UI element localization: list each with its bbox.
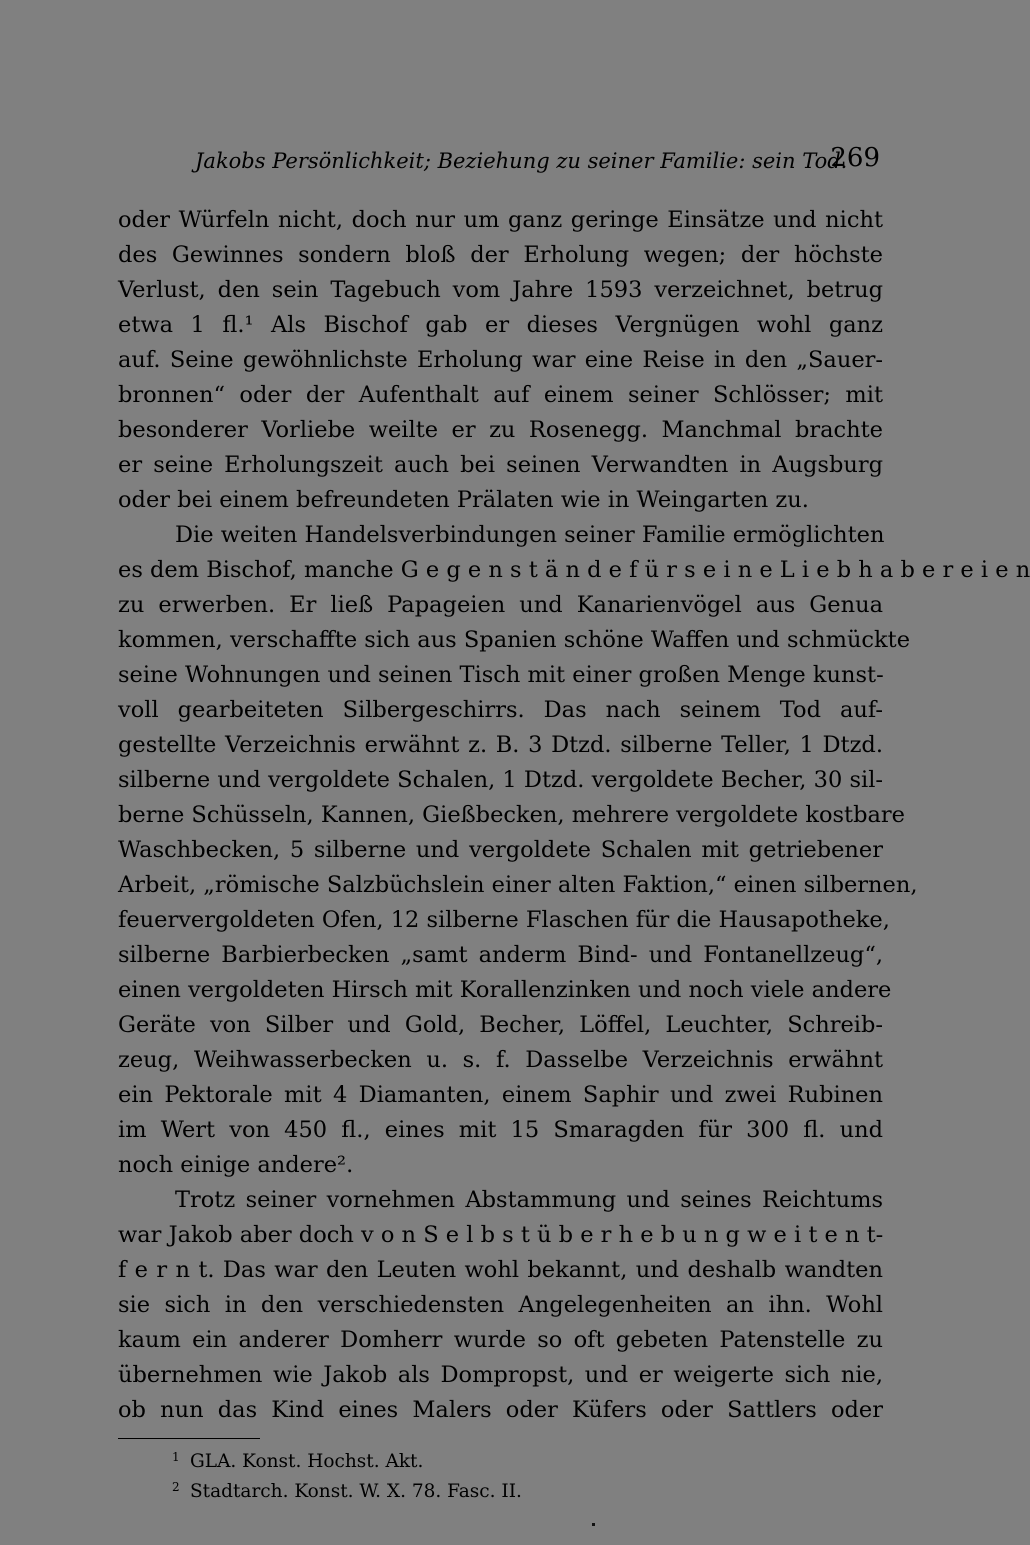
footnotes: [172, 1442, 772, 1502]
text-line: Arbeit, „römische Salzbüchslein einer alten Faktion,“ einen silbernen,: [118, 872, 918, 898]
text-line: Verlust, den sein Tagebuch vom Jahre 1593 verzeichnet, betrug: [118, 277, 883, 303]
text-line: des Gewinnes sondern bloß der Erholung wegen; der höchste: [118, 242, 883, 268]
running-title: Jakobs Persönlichkeit; Beziehung zu seiner Familie: sein Tod.: [195, 149, 848, 173]
text-line: noch einige andere².: [118, 1152, 354, 1178]
text-line: war Jakob aber doch v o n S e l b s t ü b e r h e b u n g w e i t e n t-: [118, 1222, 884, 1248]
text-line: sie sich in den verschiedensten Angelegenheiten an ihn. Wohl: [118, 1292, 883, 1318]
text-line: übernehmen wie Jakob als Dompropst, und er weigerte sich nie,: [118, 1362, 883, 1388]
text-line: Die weiten Handelsverbindungen seiner Familie ermöglichten: [175, 522, 885, 548]
running-head: [195, 143, 880, 177]
print-speck: [592, 1523, 595, 1526]
text-line: Waschbecken, 5 silberne und vergoldete Schalen mit getriebener: [118, 837, 883, 863]
text-line: ob nun das Kind eines Malers oder Küfers oder Sattlers oder: [118, 1397, 883, 1423]
text-line: silberne Barbierbecken „samt anderm Bind- und Fontanellzeug“,: [118, 942, 883, 968]
text-line: oder Würfeln nicht, doch nur um ganz geringe Einsätze und nicht: [118, 207, 883, 233]
text-line: silberne und vergoldete Schalen, 1 Dtzd. vergoldete Becher, 30 sil-: [118, 767, 883, 793]
footnote-text: GLA. Konst. Hochst. Akt.: [190, 1451, 424, 1472]
text-line: im Wert von 450 fl., eines mit 15 Smaragden für 300 fl. und: [118, 1117, 883, 1143]
text-line: es dem Bischof, manche G e g e n s t ä n d e f ü r s e i n e L i e b h a b e r e i e n: [118, 557, 1030, 583]
footnote-marker: 1: [172, 1450, 180, 1464]
footnote-text: Stadtarch. Konst. W. X. 78. Fasc. II.: [190, 1481, 522, 1502]
text-line: auf. Seine gewöhnlichste Erholung war eine Reise in den „Sauer-: [118, 347, 883, 373]
text-line: zeug, Weihwasserbecken u. s. f. Dasselbe Verzeichnis erwähnt: [118, 1047, 883, 1073]
text-line: einen vergoldeten Hirsch mit Korallenzinken und noch viele andere: [118, 977, 892, 1003]
footnote-marker: 2: [172, 1480, 180, 1494]
text-line: voll gearbeiteten Silbergeschirrs. Das nach seinem Tod auf-: [118, 697, 883, 723]
text-line: kommen, verschaffte sich aus Spanien schöne Waffen und schmückte: [118, 627, 911, 653]
text-line: etwa 1 fl.¹ Als Bischof gab er dieses Vergnügen wohl ganz: [118, 312, 883, 338]
text-line: kaum ein anderer Domherr wurde so oft gebeten Patenstelle zu: [118, 1327, 883, 1353]
text-line: Trotz seiner vornehmen Abstammung und seines Reichtums: [175, 1187, 883, 1213]
footnote-rule: [118, 1438, 260, 1439]
text-line: Geräte von Silber und Gold, Becher, Löffel, Leuchter, Schreib-: [118, 1012, 883, 1038]
text-line: ein Pektorale mit 4 Diamanten, einem Saphir und zwei Rubinen: [118, 1082, 883, 1108]
text-line: besonderer Vorliebe weilte er zu Rosenegg. Manchmal brachte: [118, 417, 883, 443]
footnote: [172, 1442, 772, 1472]
text-line: gestellte Verzeichnis erwähnt z. B. 3 Dtzd. silberne Teller, 1 Dtzd.: [118, 732, 883, 758]
text-line: seine Wohnungen und seinen Tisch mit einer großen Menge kunst-: [118, 662, 884, 688]
text-line: oder bei einem befreundeten Prälaten wie in Weingarten zu.: [118, 487, 809, 513]
text-line: er seine Erholungszeit auch bei seinen Verwandten in Augsburg: [118, 452, 883, 478]
text-line: berne Schüsseln, Kannen, Gießbecken, mehrere vergoldete kostbare: [118, 802, 905, 828]
text-line: bronnen“ oder der Aufenthalt auf einem seiner Schlösser; mit: [118, 382, 883, 408]
footnote: [172, 1472, 772, 1502]
body-text: [118, 203, 1030, 1428]
text-line: feuervergoldeten Ofen, 12 silberne Flaschen für die Hausapotheke,: [118, 907, 890, 933]
text-line: zu erwerben. Er ließ Papageien und Kanarienvögel aus Genua: [118, 592, 883, 618]
text-line: f e r n t. Das war den Leuten wohl bekannt, und deshalb wandten: [118, 1257, 883, 1283]
page-number: 269: [830, 143, 880, 173]
